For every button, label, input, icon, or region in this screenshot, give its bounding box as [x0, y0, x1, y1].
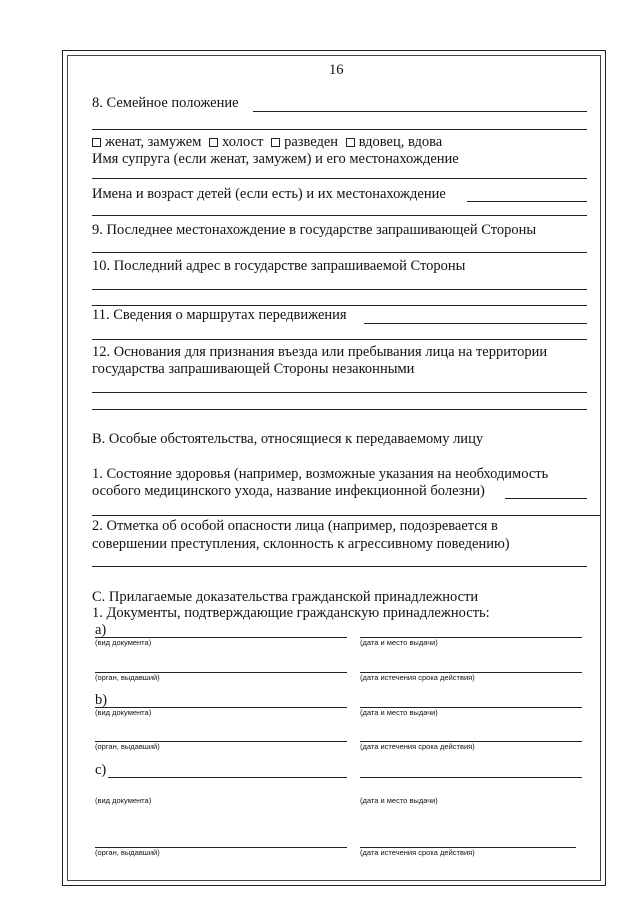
checkbox-divorced[interactable]	[271, 138, 280, 147]
doc-b-expiry-caption: (дата истечения срока действия)	[360, 742, 475, 751]
spouse-field[interactable]	[92, 178, 587, 179]
last-location-field[interactable]	[92, 252, 587, 253]
doc-a-authority-caption: (орган, выдавший)	[95, 673, 160, 682]
checkbox-single[interactable]	[209, 138, 218, 147]
last-address-field-2[interactable]	[92, 305, 587, 306]
last-address-field[interactable]	[92, 289, 587, 290]
doc-b-issue-caption: (дата и место выдачи)	[360, 708, 438, 717]
checkbox-married[interactable]	[92, 138, 101, 147]
health-line1: 1. Состояние здоровья (например, возможные указания на необходимость	[92, 466, 549, 482]
health-field[interactable]	[505, 498, 587, 499]
health-line2: особого медицинского ухода, название инфекционной болезни)	[92, 483, 485, 499]
marital-status-field[interactable]	[253, 111, 587, 112]
doc-c-type-field[interactable]	[108, 777, 347, 778]
danger-line1: 2. Отметка об особой опасности лица (например, подозревается в	[92, 518, 498, 534]
danger-line2: совершении преступления, склонность к агрессивному поведению)	[92, 536, 510, 552]
doc-c-expiry-caption: (дата истечения срока действия)	[360, 848, 475, 857]
doc-b-type-caption: (вид документа)	[95, 708, 152, 717]
marital-status-field-2[interactable]	[92, 129, 587, 130]
s8-title: 8. Семейное положение	[92, 95, 239, 111]
s9-title: 9. Последнее местонахождение в государстве запрашивающей Стороны	[92, 222, 537, 238]
option-single-label: холост	[222, 134, 264, 150]
routes-field-2[interactable]	[92, 339, 587, 340]
s10-title: 10. Последний адрес в государстве запрашиваемой Стороны	[92, 258, 466, 274]
doc-a-issue-caption: (дата и место выдачи)	[360, 638, 438, 647]
option-divorced-label: разведен	[284, 134, 339, 150]
grounds-field-2[interactable]	[92, 409, 587, 410]
s12-line2: государства запрашивающей Стороны незаконными	[92, 361, 415, 377]
doc-a-expiry-caption: (дата истечения срока действия)	[360, 673, 475, 682]
doc-a-label: a)	[95, 622, 107, 638]
option-married-label: женат, замужем	[105, 134, 202, 150]
option-widowed-label: вдовец, вдова	[358, 134, 443, 150]
doc-c-issue-caption: (дата и место выдачи)	[360, 796, 438, 805]
children-field-2[interactable]	[92, 215, 587, 216]
doc-c-issue-field[interactable]	[360, 777, 582, 778]
children-label: Имена и возраст детей (если есть) и их местонахождение	[92, 186, 446, 202]
spouse-label: Имя супруга (если женат, замужем) и его местонахождение	[92, 151, 459, 167]
doc-a-type-caption: (вид документа)	[95, 638, 152, 647]
health-field-2[interactable]	[92, 515, 600, 516]
doc-c-label: c)	[95, 762, 107, 778]
doc-c-authority-caption: (орган, выдавший)	[95, 848, 160, 857]
doc-b-authority-caption: (орган, выдавший)	[95, 742, 160, 751]
checkbox-widowed[interactable]	[346, 138, 355, 147]
page-number: 16	[329, 62, 344, 78]
danger-field[interactable]	[92, 566, 587, 567]
grounds-field[interactable]	[92, 392, 587, 393]
s12-line1: 12. Основания для признания въезда или пребывания лица на территории	[92, 344, 548, 360]
section-c-heading: С. Прилагаемые доказательства гражданской принадлежности	[92, 589, 479, 605]
section-b-heading: В. Особые обстоятельства, относящиеся к передаваемому лицу	[92, 431, 484, 447]
doc-c-type-caption: (вид документа)	[95, 796, 152, 805]
routes-field[interactable]	[364, 323, 587, 324]
doc-b-label: b)	[95, 692, 108, 708]
docs-intro: 1. Документы, подтверждающие гражданскую принадлежность:	[92, 605, 490, 621]
children-field[interactable]	[467, 201, 587, 202]
marital-options	[92, 134, 446, 150]
s11-title: 11. Сведения о маршрутах передвижения	[92, 307, 347, 323]
